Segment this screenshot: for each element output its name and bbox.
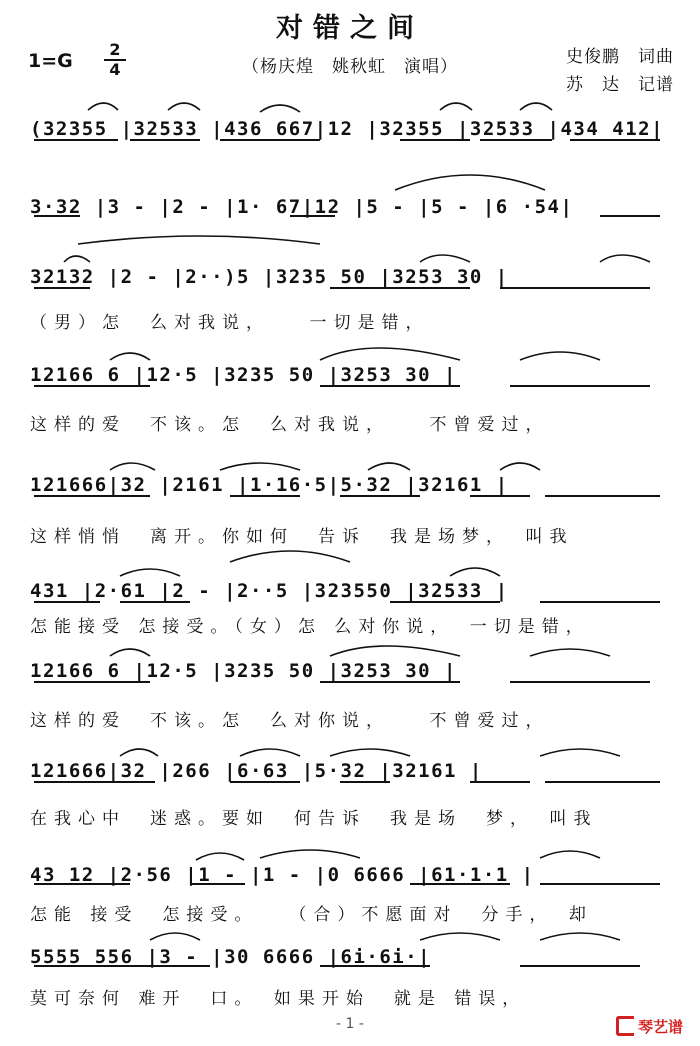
- logo-mark-icon: [616, 1016, 634, 1036]
- slur: [110, 353, 150, 360]
- notation-row-2: 3·32 |3 - |2 - |1· 67|12 |5 - |5 - |6 ·54|: [30, 196, 574, 218]
- slur: [230, 551, 350, 562]
- transcriber-credit: 苏 达 记谱: [566, 75, 674, 95]
- slur: [88, 103, 118, 110]
- slur: [600, 255, 650, 262]
- notation-row-1: (32355 |32533 |436 667|12 |32355 |32533 |434 412|: [30, 118, 665, 140]
- slur: [110, 463, 155, 470]
- slur: [220, 463, 300, 470]
- slur: [168, 103, 200, 110]
- slur: [120, 569, 180, 576]
- time-signature-top: 2: [109, 40, 121, 59]
- slur: [520, 352, 600, 360]
- logo-text: 琴艺谱: [638, 1018, 684, 1036]
- slur: [330, 646, 460, 656]
- song-title: 对错之间: [276, 13, 424, 44]
- slur: [110, 649, 150, 656]
- lyric-row-8: 在我心中 迷惑。要如 何告诉 我是场 梦， 叫我: [30, 809, 598, 828]
- notation-row-3: 32132 |2 - |2··)5 |3235 50 |3253 30 |: [30, 266, 509, 288]
- slur: [395, 175, 545, 190]
- time-signature-bottom: 4: [109, 60, 121, 79]
- key-signature: 1=G: [28, 50, 73, 72]
- slur: [540, 749, 620, 756]
- notation-row-5: 121666|32 |2161 |1·16·5|5·32 |32161 |: [30, 474, 509, 496]
- lyric-row-10: 莫可奈何 难开 口。 如果开始 就是 错误，: [30, 989, 527, 1008]
- site-logo: [616, 1014, 696, 1040]
- slur: [260, 105, 300, 112]
- lyric-row-5: 这样悄悄 离开。你如何 告诉 我是场梦， 叫我: [30, 527, 574, 546]
- notation-row-4: 12166 6 |12·5 |3235 50 |3253 30 |: [30, 364, 457, 386]
- slur: [368, 463, 410, 470]
- page-number: - 1 -: [336, 1016, 364, 1032]
- slur: [420, 255, 470, 262]
- slur: [530, 649, 610, 656]
- slur: [120, 749, 158, 756]
- composer-credit: 史俊鹏 词曲: [566, 47, 674, 67]
- slur: [450, 568, 500, 576]
- slur: [540, 933, 620, 940]
- lyric-row-3: （男）怎 么对我说， 一切是错，: [30, 313, 430, 332]
- notation-row-7: 12166 6 |12·5 |3235 50 |3253 30 |: [30, 660, 457, 682]
- slur: [520, 103, 552, 110]
- slur: [240, 749, 300, 756]
- slur: [420, 933, 500, 940]
- slur: [64, 256, 90, 262]
- slur: [320, 348, 460, 360]
- singers-line: （杨庆煌 姚秋虹 演唱）: [242, 57, 458, 77]
- slur: [540, 851, 600, 858]
- lyric-row-7: 这样的爱 不该。怎 么对你说， 不曾爱过，: [30, 711, 550, 730]
- notation-row-6: 431 |2·61 |2 - |2··5 |323550 |32533 |: [30, 580, 509, 602]
- slur: [440, 103, 472, 110]
- slur: [500, 463, 540, 470]
- lyric-row-4: 这样的爱 不该。怎 么对我说， 不曾爱过，: [30, 415, 550, 434]
- notation-row-9: 43 12 |2·56 |1 - |1 - |0 6666 |61·1·1 |: [30, 864, 535, 886]
- lyric-row-9: 怎能 接受 怎接受。 （合）不愿面对 分手， 却: [30, 905, 593, 924]
- slur: [150, 933, 200, 940]
- slur: [196, 853, 244, 860]
- lyric-row-6: 怎能接受 怎接受。（女）怎 么对你说， 一切是错，: [30, 617, 590, 636]
- slur: [78, 236, 320, 244]
- slur: [330, 749, 410, 756]
- slur: [260, 850, 360, 858]
- notation-row-8: 121666|32 |266 |6·63 |5·32 |32161 |: [30, 760, 483, 782]
- notation-row-10: 5555 556 |3 - |30 6666 |6i·6i·|: [30, 946, 432, 968]
